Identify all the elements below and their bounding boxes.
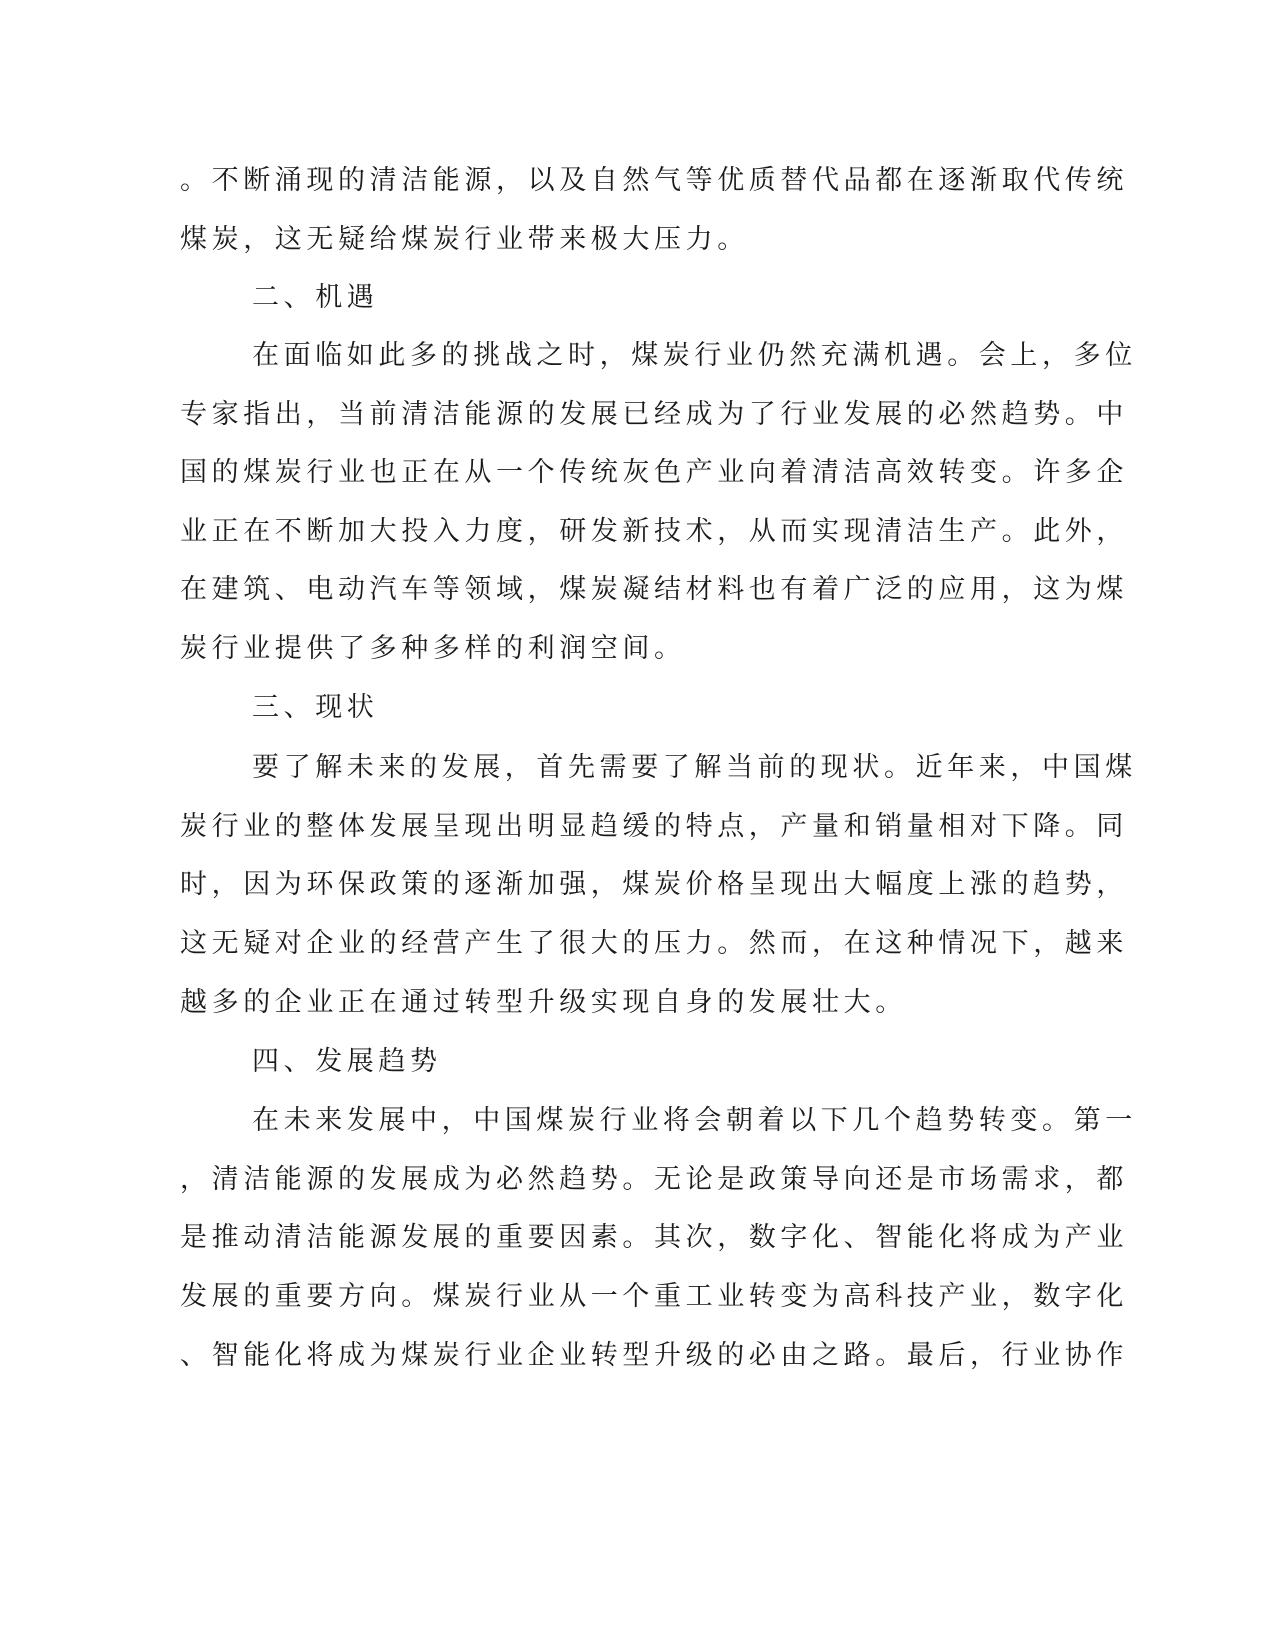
paragraph-line: 。不断涌现的清洁能源，以及自然气等优质替代品都在逐渐取代传统 — [180, 165, 1128, 196]
paragraph-line: 在未来发展中，中国煤炭行业将会朝着以下几个趋势转变。第一 — [252, 1105, 1137, 1136]
section-heading-status: 三、现状 — [252, 692, 379, 723]
paragraph-line: 在面临如此多的挑战之时，煤炭行业仍然充满机遇。会上，多位 — [252, 340, 1137, 371]
paragraph-line: ，清洁能源的发展成为必然趋势。无论是政策导向还是市场需求，都 — [180, 1164, 1128, 1195]
paragraph-line: 、智能化将成为煤炭行业企业转型升级的必由之路。最后，行业协作 — [180, 1340, 1128, 1371]
paragraph-line: 时，因为环保政策的逐渐加强，煤炭价格呈现出大幅度上涨的趋势， — [180, 869, 1128, 900]
paragraph-line: 要了解未来的发展，首先需要了解当前的现状。近年来，中国煤 — [252, 752, 1137, 783]
paragraph-line: 发展的重要方向。煤炭行业从一个重工业转变为高科技产业，数字化 — [180, 1281, 1128, 1312]
paragraph-line: 煤炭，这无疑给煤炭行业带来极大压力。 — [180, 224, 749, 255]
paragraph-line: 炭行业的整体发展呈现出明显趋缓的特点，产量和销量相对下降。同 — [180, 811, 1128, 842]
paragraph-line: 炭行业提供了多种多样的利润空间。 — [180, 633, 686, 664]
paragraph-line: 越多的企业正在通过转型升级实现自身的发展壮大。 — [180, 987, 907, 1018]
section-heading-trends: 四、发展趋势 — [252, 1046, 442, 1077]
paragraph-line: 国的煤炭行业也正在从一个传统灰色产业向着清洁高效转变。许多企 — [180, 457, 1128, 488]
paragraph-line: 是推动清洁能源发展的重要因素。其次，数字化、智能化将成为产业 — [180, 1222, 1128, 1253]
paragraph-line: 这无疑对企业的经营产生了很大的压力。然而，在这种情况下，越来 — [180, 928, 1128, 959]
section-heading-opportunities: 二、机遇 — [252, 282, 379, 313]
paragraph-line: 专家指出，当前清洁能源的发展已经成为了行业发展的必然趋势。中 — [180, 399, 1128, 430]
paragraph-line: 业正在不断加大投入力度，研发新技术，从而实现清洁生产。此外， — [180, 516, 1128, 547]
paragraph-line: 在建筑、电动汽车等领域，煤炭凝结材料也有着广泛的应用，这为煤 — [180, 574, 1128, 605]
